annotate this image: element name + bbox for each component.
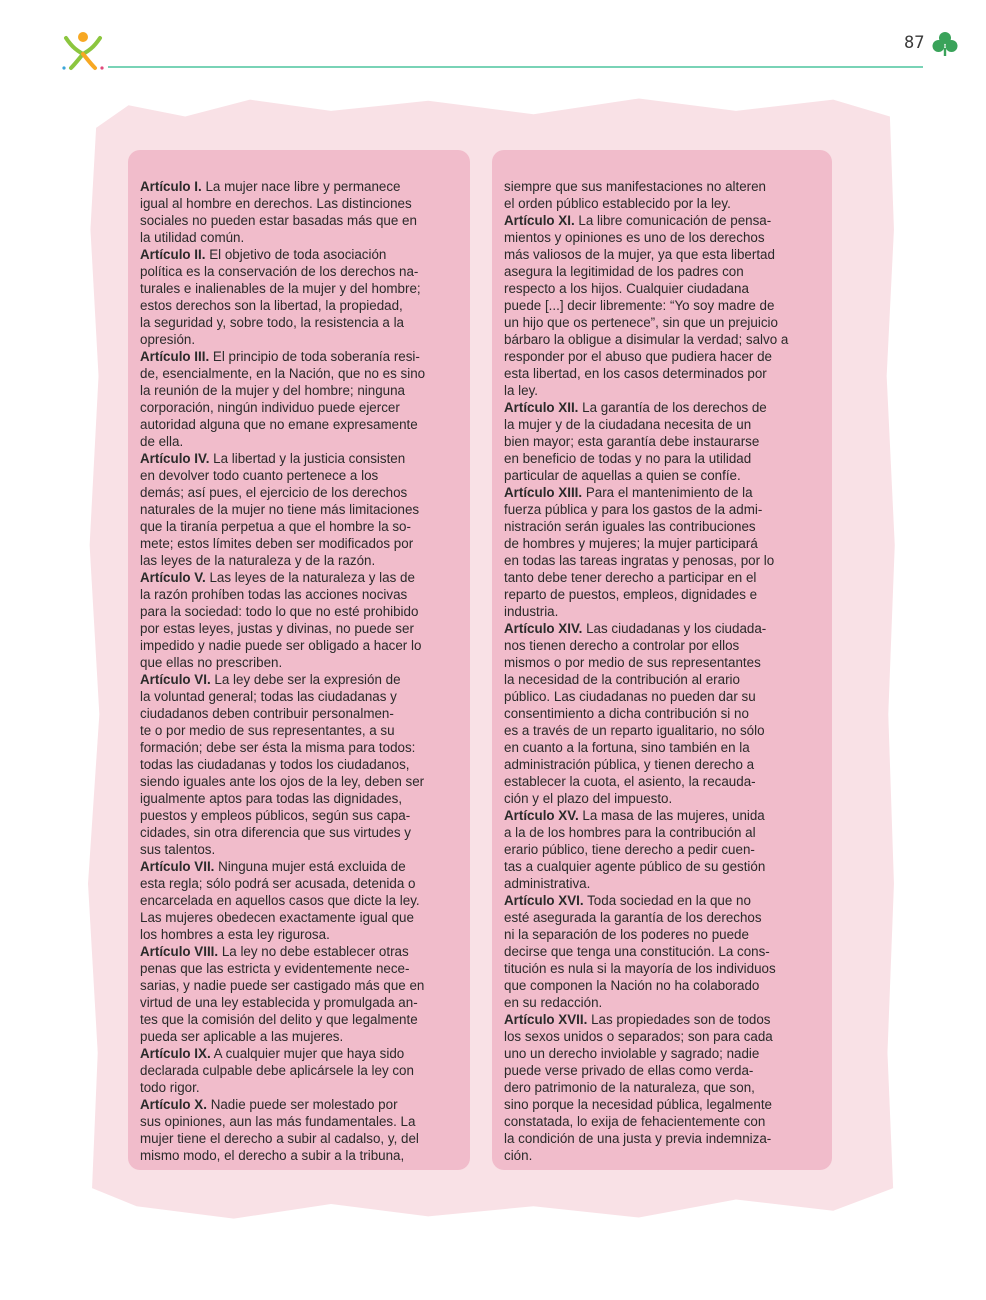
- text-line: [504, 1096, 824, 1113]
- line-text: reparto de puestos, empleos, dignidades e: [504, 587, 758, 602]
- line-text: nos tienen derecho a controlar por ellos: [504, 638, 740, 653]
- article-heading: Artículo XIII.: [504, 485, 583, 500]
- line-text: encarcelada en aquellos casos que dicte la ley.: [140, 893, 420, 908]
- text-line: [504, 1147, 824, 1164]
- text-line: [504, 943, 824, 960]
- article-heading: Artículo XV.: [504, 808, 579, 823]
- line-text: igualmente aptos para todas las dignidades,: [140, 791, 403, 806]
- text-line: [140, 1147, 462, 1164]
- text-line: [140, 586, 462, 603]
- line-text: Las leyes de la naturaleza y las de: [205, 570, 415, 585]
- figure-logo-icon: [60, 28, 106, 74]
- text-line: [504, 399, 824, 416]
- text-line: [140, 807, 462, 824]
- text-line: [140, 688, 462, 705]
- text-line: [140, 603, 462, 620]
- line-text: particular de aquellas a quien se confíe.: [504, 468, 741, 483]
- text-line: [504, 416, 824, 433]
- line-text: puestos y empleos públicos, según sus capa-: [140, 808, 411, 823]
- text-line: [140, 722, 462, 739]
- text-line: [140, 263, 462, 280]
- line-text: las leyes de la naturaleza y de la razón.: [140, 553, 376, 568]
- line-text: en devolver todo cuanto pertenece a los: [140, 468, 379, 483]
- line-text: bárbaro la obligue a disimular la verdad; salvo a: [504, 332, 789, 347]
- line-text: constatada, lo exija de fehacientemente con: [504, 1114, 766, 1129]
- line-text: a la de los hombres para la contribución al: [504, 825, 756, 840]
- line-text: la necesidad de la contribución al erario: [504, 672, 740, 687]
- text-line: [504, 1113, 824, 1130]
- article-heading: Artículo XVII.: [504, 1012, 588, 1027]
- text-line: [140, 416, 462, 433]
- line-text: tanto debe tener derecho a participar en el: [504, 570, 757, 585]
- line-text: de hombres y mujeres; la mujer participará: [504, 536, 758, 551]
- line-text: que ellas no prescriben.: [140, 655, 283, 670]
- text-line: [140, 637, 462, 654]
- article-heading: Artículo IX.: [140, 1046, 211, 1061]
- text-line: [504, 671, 824, 688]
- article-heading: Artículo X.: [140, 1097, 207, 1112]
- line-text: de, esencialmente, en la Nación, que no es sino: [140, 366, 426, 381]
- line-text: mujer tiene el derecho a subir al cadalso, y, del: [140, 1131, 419, 1146]
- line-text: esté asegurada la garantía de los derechos: [504, 910, 762, 925]
- text-line: [140, 450, 462, 467]
- text-line: [140, 875, 462, 892]
- text-line: [504, 909, 824, 926]
- line-text: virtud de una ley establecida y promulgada an-: [140, 995, 418, 1010]
- text-line: [140, 212, 462, 229]
- line-text: Las mujeres obedecen exactamente igual que: [140, 910, 414, 925]
- text-line: [140, 620, 462, 637]
- text-line: [504, 195, 824, 212]
- line-text: demás; así pues, el ejercicio de los derechos: [140, 485, 408, 500]
- line-text: La garantía de los derechos de: [578, 400, 767, 415]
- text-line: [140, 926, 462, 943]
- text-line: [140, 433, 462, 450]
- text-line: [504, 331, 824, 348]
- line-text: todas las ciudadanas y todos los ciudadanos,: [140, 757, 410, 772]
- right-text-column: [492, 150, 832, 1170]
- text-line: [140, 977, 462, 994]
- line-text: estos derechos son la libertad, la propiedad,: [140, 298, 403, 313]
- line-text: pueda ser aplicable a las mujeres.: [140, 1029, 344, 1044]
- article-heading: Artículo VII.: [140, 859, 215, 874]
- text-line: [140, 399, 462, 416]
- text-line: [140, 773, 462, 790]
- text-line: [504, 994, 824, 1011]
- text-line: [140, 484, 462, 501]
- text-line: [140, 229, 462, 246]
- text-line: [504, 314, 824, 331]
- text-line: [504, 586, 824, 603]
- line-text: la utilidad común.: [140, 230, 245, 245]
- text-line: [504, 484, 824, 501]
- article-heading: Artículo XIV.: [504, 621, 583, 636]
- line-text: los hombres a esta ley rigurosa.: [140, 927, 330, 942]
- line-text: en beneficio de todas y no para la utilidad: [504, 451, 752, 466]
- line-text: naturales de la mujer no tiene más limitaciones: [140, 502, 420, 517]
- line-text: penas que las estricta y evidentemente nece-: [140, 961, 410, 976]
- line-text: más valiosos de la mujer, ya que esta libertad: [504, 247, 775, 262]
- line-text: opresión.: [140, 332, 196, 347]
- text-line: [504, 229, 824, 246]
- text-line: [504, 1045, 824, 1062]
- line-text: te o por medio de sus representantes, a su: [140, 723, 395, 738]
- article-heading: Artículo III.: [140, 349, 210, 364]
- text-line: [504, 535, 824, 552]
- line-text: puede [...] decir libremente: “Yo soy madre de: [504, 298, 775, 313]
- line-text: La libertad y la justicia consisten: [209, 451, 406, 466]
- text-line: [504, 603, 824, 620]
- line-text: sus opiniones, aun las más fundamentales. La: [140, 1114, 416, 1129]
- text-line: [140, 1079, 462, 1096]
- line-text: dero patrimonio de la naturaleza, que son,: [504, 1080, 755, 1095]
- text-line: [140, 892, 462, 909]
- article-heading: Artículo V.: [140, 570, 206, 585]
- text-line: [504, 1011, 824, 1028]
- line-text: la reunión de la mujer y del hombre; ninguna: [140, 383, 406, 398]
- line-text: asegura la legitimidad de los padres con: [504, 264, 744, 279]
- line-text: un hijo que os pertenece”, sin que un prejuicio: [504, 315, 778, 330]
- line-text: la mujer y de la ciudadana necesita de un: [504, 417, 752, 432]
- line-text: respecto a los hijos. Cualquier ciudadana: [504, 281, 749, 296]
- line-text: Las ciudadanas y los ciudada-: [582, 621, 767, 636]
- text-line: [504, 756, 824, 773]
- text-line: [504, 807, 824, 824]
- line-text: bien mayor; esta garantía debe instaurarse: [504, 434, 760, 449]
- line-text: La ley debe ser la expresión de: [210, 672, 401, 687]
- line-text: administrativa.: [504, 876, 591, 891]
- line-text: mismo modo, el derecho a subir a la tribuna,: [140, 1148, 405, 1163]
- text-line: [140, 331, 462, 348]
- text-line: [140, 1045, 462, 1062]
- line-text: La libre comunicación de pensa-: [574, 213, 772, 228]
- text-line: [504, 790, 824, 807]
- line-text: los sexos unidos o separados; son para cada: [504, 1029, 773, 1044]
- text-line: [504, 722, 824, 739]
- text-line: [140, 467, 462, 484]
- text-line: [504, 348, 824, 365]
- text-line: [140, 246, 462, 263]
- line-text: decirse que tenga una constitución. La cons-: [504, 944, 770, 959]
- line-text: esta regla; sólo podrá ser acusada, detenida o: [140, 876, 416, 891]
- text-line: [504, 433, 824, 450]
- text-line: [504, 178, 824, 195]
- left-text-column: [128, 150, 470, 1170]
- text-line: [504, 212, 824, 229]
- line-text: nistración serán iguales las contribuciones: [504, 519, 756, 534]
- line-text: la razón prohíben todas las acciones nocivas: [140, 587, 408, 602]
- line-text: corporación, ningún individuo puede ejercer: [140, 400, 400, 415]
- text-line: [504, 280, 824, 297]
- line-text: esta libertad, en los casos determinados por: [504, 366, 767, 381]
- text-line: [504, 467, 824, 484]
- line-text: erario público, tiene derecho a pedir cuen-: [504, 842, 755, 857]
- text-line: [140, 348, 462, 365]
- text-line: [140, 909, 462, 926]
- line-text: en todas las tareas ingratas y penosas, por lo: [504, 553, 775, 568]
- line-text: la ley.: [504, 383, 538, 398]
- line-text: en cuanto a la fortuna, sino también en la: [504, 740, 750, 755]
- text-line: [504, 518, 824, 535]
- line-text: la condición de una justa y previa indemniza-: [504, 1131, 772, 1146]
- text-line: [504, 841, 824, 858]
- article-heading: Artículo VI.: [140, 672, 211, 687]
- line-text: ni la separación de los poderes no puede: [504, 927, 749, 942]
- line-text: administración pública, y tienen derecho a: [504, 757, 755, 772]
- text-line: [504, 824, 824, 841]
- text-line: [504, 637, 824, 654]
- line-text: que componen la Nación no ha colaborado: [504, 978, 760, 993]
- line-text: fuerza pública y para los gastos de la admi-: [504, 502, 763, 517]
- text-line: [140, 314, 462, 331]
- header-rule: [108, 66, 923, 68]
- text-line: [504, 1062, 824, 1079]
- line-text: ciudadanos deben contribuir personalmen-: [140, 706, 394, 721]
- text-line: [504, 297, 824, 314]
- line-text: para la sociedad: todo lo que no esté prohibido: [140, 604, 419, 619]
- line-text: sino porque la necesidad pública, legalmente: [504, 1097, 772, 1112]
- line-text: ción.: [504, 1148, 533, 1163]
- text-line: [504, 892, 824, 909]
- line-text: siempre que sus manifestaciones no alteren: [504, 179, 767, 194]
- text-line: [140, 1062, 462, 1079]
- text-line: [504, 365, 824, 382]
- line-text: igual al hombre en derechos. Las distinciones: [140, 196, 412, 211]
- line-text: La ley no debe establecer otras: [218, 944, 409, 959]
- line-text: en su redacción.: [504, 995, 603, 1010]
- line-text: industria.: [504, 604, 559, 619]
- text-line: [140, 671, 462, 688]
- text-line: [504, 654, 824, 671]
- text-line: [140, 382, 462, 399]
- line-text: La masa de las mujeres, unida: [578, 808, 765, 823]
- line-text: siendo iguales ante los ojos de la ley, deben ser: [140, 774, 425, 789]
- line-text: tes que la comisión del delito y que legalmente: [140, 1012, 418, 1027]
- article-heading: Artículo XVI.: [504, 893, 584, 908]
- line-text: es a través de un reparto igualitario, no sólo: [504, 723, 765, 738]
- line-text: puede verse privado de ellas como verda-: [504, 1063, 754, 1078]
- text-line: [140, 501, 462, 518]
- text-line: [504, 739, 824, 756]
- line-text: establecer la cuota, el asiento, la recauda-: [504, 774, 756, 789]
- line-text: tas a cualquier agente público de su gestión: [504, 859, 766, 874]
- line-text: la seguridad y, sobre todo, la resistencia a la: [140, 315, 404, 330]
- line-text: declarada culpable debe aplicársele la ley con: [140, 1063, 414, 1078]
- text-line: [504, 926, 824, 943]
- line-text: mientos y opiniones es uno de los derechos: [504, 230, 765, 245]
- line-text: todo rigor.: [140, 1080, 200, 1095]
- line-text: responder por el abuso que pudiera hacer de: [504, 349, 773, 364]
- line-text: el orden público establecido por la ley.: [504, 196, 731, 211]
- line-text: de ella.: [140, 434, 184, 449]
- article-heading: Artículo VIII.: [140, 944, 219, 959]
- text-line: [140, 943, 462, 960]
- line-text: ción y el plazo del impuesto.: [504, 791, 673, 806]
- line-text: Ninguna mujer está excluida de: [214, 859, 406, 874]
- line-text: mete; estos límites deben ser modificados por: [140, 536, 414, 551]
- line-text: turales e inalienables de la mujer y del hombre;: [140, 281, 421, 296]
- text-line: [504, 569, 824, 586]
- article-heading: Artículo IV.: [140, 451, 210, 466]
- text-line: [140, 178, 462, 195]
- line-text: por estas leyes, justas y divinas, no puede ser: [140, 621, 414, 636]
- text-line: [140, 195, 462, 212]
- text-line: [504, 977, 824, 994]
- text-line: [504, 773, 824, 790]
- line-text: consentimiento a dicha contribución si no: [504, 706, 749, 721]
- text-line: [140, 365, 462, 382]
- text-line: [504, 858, 824, 875]
- line-text: El principio de toda soberanía resi-: [209, 349, 420, 364]
- line-text: autoridad alguna que no emane expresamente: [140, 417, 418, 432]
- line-text: impedido y nadie puede ser obligado a hacer lo: [140, 638, 422, 653]
- line-text: A cualquier mujer que haya sido: [210, 1046, 405, 1061]
- text-line: [140, 1028, 462, 1045]
- text-line: [504, 382, 824, 399]
- article-heading: Artículo II.: [140, 247, 206, 262]
- text-line: [504, 246, 824, 263]
- line-text: público. Las ciudadanas no pueden dar su: [504, 689, 756, 704]
- page-number: 87: [904, 33, 925, 53]
- text-line: [504, 875, 824, 892]
- line-text: uno un derecho inviolable y sagrado; nadie: [504, 1046, 760, 1061]
- text-line: [504, 688, 824, 705]
- line-text: que la tiranía perpetua a que el hombre la so-: [140, 519, 411, 534]
- text-line: [140, 552, 462, 569]
- text-line: [504, 960, 824, 977]
- text-line: [504, 450, 824, 467]
- text-line: [140, 654, 462, 671]
- line-text: Nadie puede ser molestado por: [206, 1097, 398, 1112]
- text-line: [140, 1113, 462, 1130]
- text-line: [140, 535, 462, 552]
- text-line: [140, 824, 462, 841]
- article-heading: Artículo XI.: [504, 213, 575, 228]
- text-line: [140, 756, 462, 773]
- text-line: [140, 960, 462, 977]
- text-line: [140, 518, 462, 535]
- text-line: [504, 620, 824, 637]
- text-line: [140, 569, 462, 586]
- text-line: [504, 1079, 824, 1096]
- line-text: Toda sociedad en la que no: [583, 893, 751, 908]
- text-line: [140, 858, 462, 875]
- line-text: formación; debe ser ésta la misma para todos:: [140, 740, 416, 755]
- text-line: [140, 1011, 462, 1028]
- line-text: cidades, sin otra diferencia que sus virtudes y: [140, 825, 411, 840]
- line-text: titución es nula si la mayoría de los individuos: [504, 961, 776, 976]
- line-text: Las propiedades son de todos: [587, 1012, 771, 1027]
- text-line: [504, 552, 824, 569]
- line-text: sarias, y nadie puede ser castigado más que en: [140, 978, 425, 993]
- clover-icon: [931, 30, 959, 58]
- text-line: [504, 1130, 824, 1147]
- line-text: política es la conservación de los derechos na-: [140, 264, 419, 279]
- line-text: La mujer nace libre y permanece: [201, 179, 401, 194]
- text-line: [140, 790, 462, 807]
- text-line: [140, 841, 462, 858]
- text-line: [504, 501, 824, 518]
- text-line: [140, 739, 462, 756]
- line-text: la voluntad general; todas las ciudadanas y: [140, 689, 397, 704]
- article-heading: Artículo I.: [140, 179, 202, 194]
- line-text: sociales no pueden estar basadas más que en: [140, 213, 417, 228]
- article-heading: Artículo XII.: [504, 400, 579, 415]
- text-line: [140, 1130, 462, 1147]
- text-line: [504, 263, 824, 280]
- text-line: [140, 994, 462, 1011]
- line-text: sus talentos.: [140, 842, 216, 857]
- text-line: [140, 280, 462, 297]
- line-text: mismos o por medio de sus representantes: [504, 655, 761, 670]
- text-line: [140, 705, 462, 722]
- text-line: [504, 1028, 824, 1045]
- text-line: [140, 297, 462, 314]
- text-line: [140, 1096, 462, 1113]
- text-line: [504, 705, 824, 722]
- line-text: El objetivo de toda asociación: [205, 247, 387, 262]
- line-text: Para el mantenimiento de la: [582, 485, 753, 500]
